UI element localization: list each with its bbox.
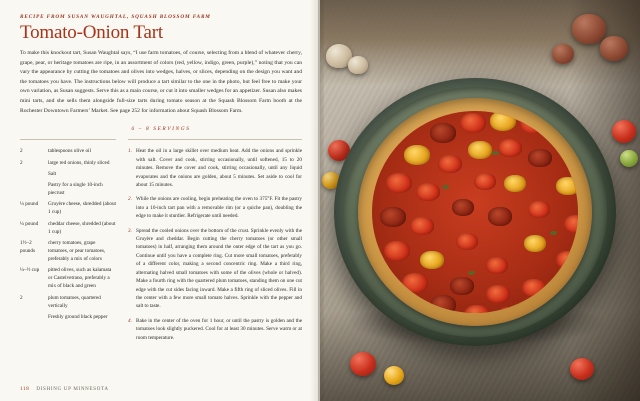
page-number: 118 bbox=[20, 387, 30, 392]
ingredient-name: cheddar cheese, shredded (about 1 cup) bbox=[48, 220, 116, 235]
list-item bbox=[20, 266, 116, 290]
page-footer bbox=[20, 387, 109, 392]
tomato-slice bbox=[548, 123, 574, 143]
step-number: 3. bbox=[128, 227, 132, 234]
tomato-slice bbox=[520, 114, 546, 134]
tomato-slice bbox=[486, 285, 510, 303]
loose-tomato bbox=[612, 120, 636, 143]
tomato-slice bbox=[564, 215, 578, 233]
recipe-servings: 6 – 8 SERVINGS bbox=[131, 126, 191, 133]
tomato-slice bbox=[456, 233, 478, 250]
tomato-slice bbox=[556, 177, 578, 195]
tomato-slice bbox=[402, 273, 428, 293]
step-number: 1. bbox=[128, 148, 132, 155]
step-text: Bake in the center of the oven for 1 hour, or until the pastry is golden and the tomatoes look slightly puckered. Cool for at least 30 minutes. Serve warm or at room temperature. bbox=[136, 317, 302, 341]
ingredient-name: tablespoons olive oil bbox=[48, 148, 91, 155]
tomato-slice bbox=[384, 241, 410, 261]
tomato-slice bbox=[556, 251, 578, 269]
recipe-columns bbox=[20, 139, 302, 348]
loose-tomato bbox=[570, 358, 594, 380]
recipe-photo bbox=[320, 0, 640, 401]
tart-crust bbox=[358, 98, 592, 326]
book-gutter bbox=[318, 0, 324, 401]
list-item bbox=[128, 227, 302, 311]
tomato-slice bbox=[486, 257, 508, 274]
list-item bbox=[128, 147, 302, 189]
photo-backdrop bbox=[320, 0, 640, 401]
tart-filling bbox=[372, 111, 578, 313]
tomato-slice bbox=[430, 295, 456, 313]
herb-leaf bbox=[468, 271, 475, 275]
shallot bbox=[552, 44, 574, 64]
tomato-slice bbox=[386, 173, 412, 193]
instructions-list bbox=[128, 139, 302, 348]
tomato-slice bbox=[452, 199, 474, 216]
step-number: 2. bbox=[128, 196, 132, 203]
ingredient-name: large red onions, thinly sliced bbox=[48, 159, 110, 166]
tomato-slice bbox=[468, 141, 492, 159]
ingredient-amount: 2 bbox=[20, 159, 23, 166]
list-item bbox=[20, 147, 116, 155]
list-item bbox=[20, 220, 116, 236]
ingredient-name: Pastry for a single 10-inch piecrust bbox=[48, 182, 103, 197]
herb-leaf bbox=[442, 185, 449, 189]
list-item bbox=[20, 170, 116, 178]
ingredient-amount: 2 bbox=[20, 148, 23, 155]
tomato-slice bbox=[488, 207, 512, 226]
tomato-slice bbox=[528, 201, 550, 218]
list-item bbox=[20, 181, 116, 197]
ingredients-list bbox=[20, 139, 116, 348]
tomato-slice bbox=[410, 217, 434, 235]
list-item bbox=[20, 159, 116, 167]
step-text: Spread the cooled onions over the bottom of the crust. Sprinkle evenly with the Gruyère and cheddar. Begin cutting the cherry tomatoes (or other small tomatoes) in half, arranging them around the outer edge of the tart as you go. Continue until you have a complete ring. Cut more small tomatoes, preferably of a different color, making a second concentric ring. Make a third ring, alternating halved small tomatoes with some of the olives (whole or halved). Make a fourth ring with the quartered plum tomatoes, standing them on one cut edge with the cut sides facing inward. Make a fifth ring of sliced olives. Fill in the center with a few more small tomato halves. Sprinkle with the pepper and salt to taste. bbox=[136, 227, 302, 310]
tomato-slice bbox=[524, 235, 546, 252]
tomato-slice bbox=[474, 173, 496, 190]
loose-tomato bbox=[384, 366, 404, 385]
ingredient-amount: 2 bbox=[20, 294, 23, 301]
loose-tomato bbox=[620, 150, 638, 167]
ingredient-amount bbox=[20, 170, 48, 178]
tomato-slice bbox=[542, 297, 568, 313]
tomato-slice bbox=[438, 155, 462, 173]
shallot bbox=[572, 14, 606, 44]
herb-leaf bbox=[492, 151, 499, 155]
ingredient-name: Freshly ground black pepper bbox=[48, 314, 108, 321]
ingredient-name: Gruyère cheese, shredded (about 1 cup) bbox=[48, 201, 116, 216]
ingredient-name: cherry tomatoes, grape tomatoes, or pear tomatoes, preferably a mix of colors bbox=[48, 239, 106, 263]
tomato-slice bbox=[496, 307, 522, 313]
shallot bbox=[600, 36, 628, 61]
ingredient-amount: ¼ pound bbox=[20, 220, 39, 227]
garlic-bulb bbox=[348, 56, 368, 74]
list-item bbox=[20, 313, 116, 321]
loose-tomato bbox=[350, 352, 376, 376]
tomato-slice bbox=[420, 251, 444, 269]
herb-leaf bbox=[550, 231, 557, 235]
ingredient-name: plum tomatoes, quartered vertically bbox=[48, 294, 101, 309]
tomato-slice bbox=[464, 305, 490, 313]
tomato-slice bbox=[490, 111, 516, 131]
tomato-slice bbox=[528, 149, 552, 167]
ingredient-amount: 1½–2 pounds bbox=[20, 239, 35, 255]
tomato-slice bbox=[430, 123, 456, 143]
list-item bbox=[128, 195, 302, 220]
ingredient-name: Salt bbox=[48, 170, 57, 177]
book-title: DISHING UP MINNESOTA bbox=[36, 387, 109, 392]
tomato-slice bbox=[380, 207, 406, 227]
pie-dish bbox=[334, 78, 616, 346]
step-text: Heat the oil in a large skillet over medium heat. Add the onions and sprinkle with salt. Cover and cook, stirring occasionally, until softened, 15 to 20 minutes. Remove the cover and cook, stirring occasionally, until any liquid evaporates and the onions are golden, about 5 minutes. Set aside to cool for about 15 minutes. bbox=[136, 148, 302, 188]
page-title: Tomato-Onion Tart bbox=[20, 22, 163, 43]
step-number: 4. bbox=[128, 317, 132, 324]
tomato-slice bbox=[404, 145, 430, 165]
tomato-slice bbox=[522, 279, 546, 297]
ingredient-amount bbox=[20, 181, 48, 197]
tomato-slice bbox=[416, 183, 440, 201]
list-item bbox=[20, 200, 116, 216]
ingredient-amount bbox=[20, 313, 48, 321]
tomato-slice bbox=[504, 175, 526, 192]
ingredient-amount: ¼–½ cup bbox=[20, 267, 40, 274]
ingredient-amount: ¼ pound bbox=[20, 201, 39, 208]
recipe-headnote: To make this knockout tart, Susan Waughtal says, “I use farm tomatoes, of course, selecting from a blend of whatever cherry, grape, pear, or heritage tomatoes are ripe, in an assortment of colors (red, yellow, indigo, green, purple),” noting that you can vary the appearance by cutting the tomatoes and olives into wedges, halves, or slices, depending on the design you want and the tomatoes you have. The instructions below will produce a tart similar to the one in the photo, but feel free to make your own variation, as Susan suggests. Serve this as a main course, or cut it into smaller wedges for an appetizer. Susan also makes mini tarts, and she sells them alongside full-size tarts during tomato season at the Squash Blossom Farm booth at the Rochester Downtown Farmers’ Market. See page 252 for information about Squash Blossom Farm. bbox=[20, 50, 302, 114]
list-item bbox=[20, 294, 116, 310]
tomato-slice bbox=[498, 139, 522, 157]
tomato-slice bbox=[460, 113, 486, 133]
list-item bbox=[20, 239, 116, 263]
step-text: While the onions are cooling, begin preheating the oven to 375°F. Fit the pastry into a 10-inch tart pan with a removable rim (or a quiche pan), doubling the edge to make it sturdier. Refrigerate until needed. bbox=[136, 196, 302, 220]
list-item bbox=[128, 317, 302, 342]
recipe-attribution: RECIPE FROM SUSAN WAUGHTAL, SQUASH BLOSSOM FARM bbox=[20, 14, 211, 20]
tomato-slice bbox=[450, 277, 474, 295]
ingredient-name: pitted olives, such as kalamata or Castelvetrano, preferably a mix of black and green bbox=[48, 267, 112, 290]
